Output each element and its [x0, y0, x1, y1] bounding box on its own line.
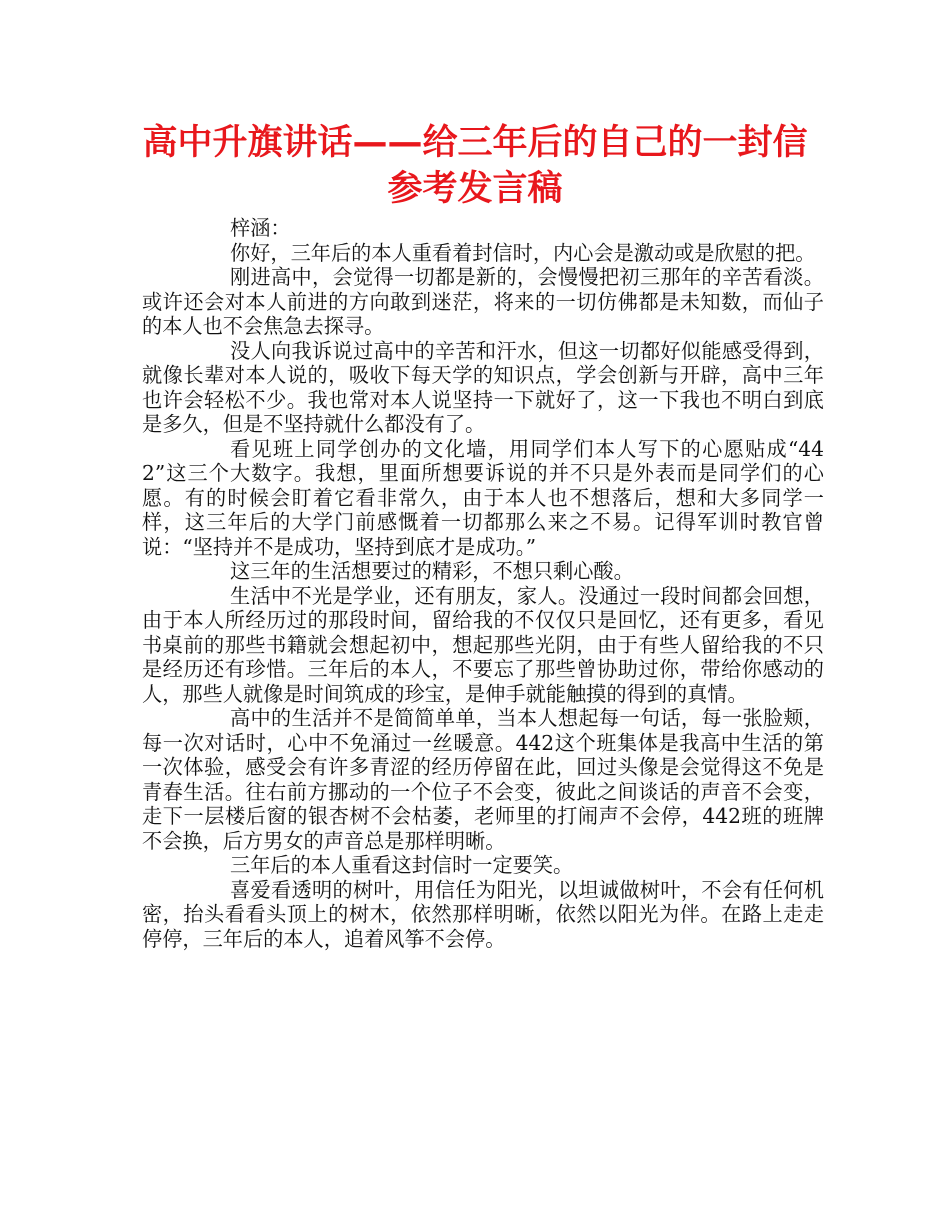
paragraph: 这三年的生活想要过的精彩，不想只剩心酸。: [230, 559, 634, 583]
paragraph: 你好，三年后的本人重看着封信时，内心会是激动或是欣慰的把。: [230, 240, 816, 265]
paragraph: 高中的生活并不是简简单单，当本人想起每一句话，每一张脸颊，每一次对话时，心中不免涌过一丝暖意。442这个班集体是我高中生活的第一次体验，感受会有许多青涩的经历停留在此，回过头像是会觉得这不免是青春生活。往右前方挪动的一个位子不会变，彼此之间谈话的声音不会变，走下一层楼后窗的银杏树不会枯萎，老师里的打闹声不会停，442班的班牌不会换，后方男女的声音总是那样明晰。: [142, 706, 824, 853]
salutation: 梓涵：: [230, 216, 291, 240]
paragraph: 刚进高中，会觉得一切都是新的，会慢慢把初三那年的辛苦看淡。或许还会对本人前进的方向敢到迷茫，将来的一切仿佛都是未知数，而仙子的本人也不会焦急去探寻。: [142, 265, 824, 338]
paragraph: 看见班上同学创办的文化墙，用同学们本人写下的心愿贴成“442”这三个大数字。我想，里面所想要诉说的并不只是外表而是同学们的心愿。有的时候会盯着它看非常久，由于本人也不想落后，想和大多同学一样，这三年后的大学门前感慨着一切都那么来之不易。记得军训时教官曾说：“坚持并不是成功，坚持到底才是成功。”: [142, 436, 824, 559]
paragraph: 生活中不光是学业，还有朋友，家人。没通过一段时间都会回想，由于本人所经历过的那段时间，留给我的不仅仅只是回忆，还有更多，看见书桌前的那些书籍就会想起初中，想起那些光阴，由于有些人留给我的不只是经历还有珍惜。三年后的本人，不要忘了那些曾协助过你，带给你感动的人，那些人就像是时间筑成的珍宝，是伸手就能触摸的得到的真情。: [142, 583, 824, 706]
paragraph: 喜爱看透明的树叶，用信任为阳光，以坦诚做树叶，不会有任何机密，抬头看看头顶上的树木，依然那样明晰，依然以阳光为伴。在路上走走停停，三年后的本人，追着风筝不会停。: [142, 877, 824, 951]
paragraph: 没人向我诉说过高中的辛苦和汗水，但这一切都好似能感受得到，就像长辈对本人说的，吸收下每天学的知识点，学会创新与开辟，高中三年也许会轻松不少。我也常对本人说坚持一下就好了，这一下我也不明白到底是多久，但是不坚持就什么都没有了。: [142, 338, 824, 436]
paragraph: 三年后的本人重看这封信时一定要笑。: [230, 853, 574, 877]
document-title: 高中升旗讲话——给三年后的自己的一封信参考发言稿: [142, 123, 808, 209]
document-body: [142, 216, 824, 951]
